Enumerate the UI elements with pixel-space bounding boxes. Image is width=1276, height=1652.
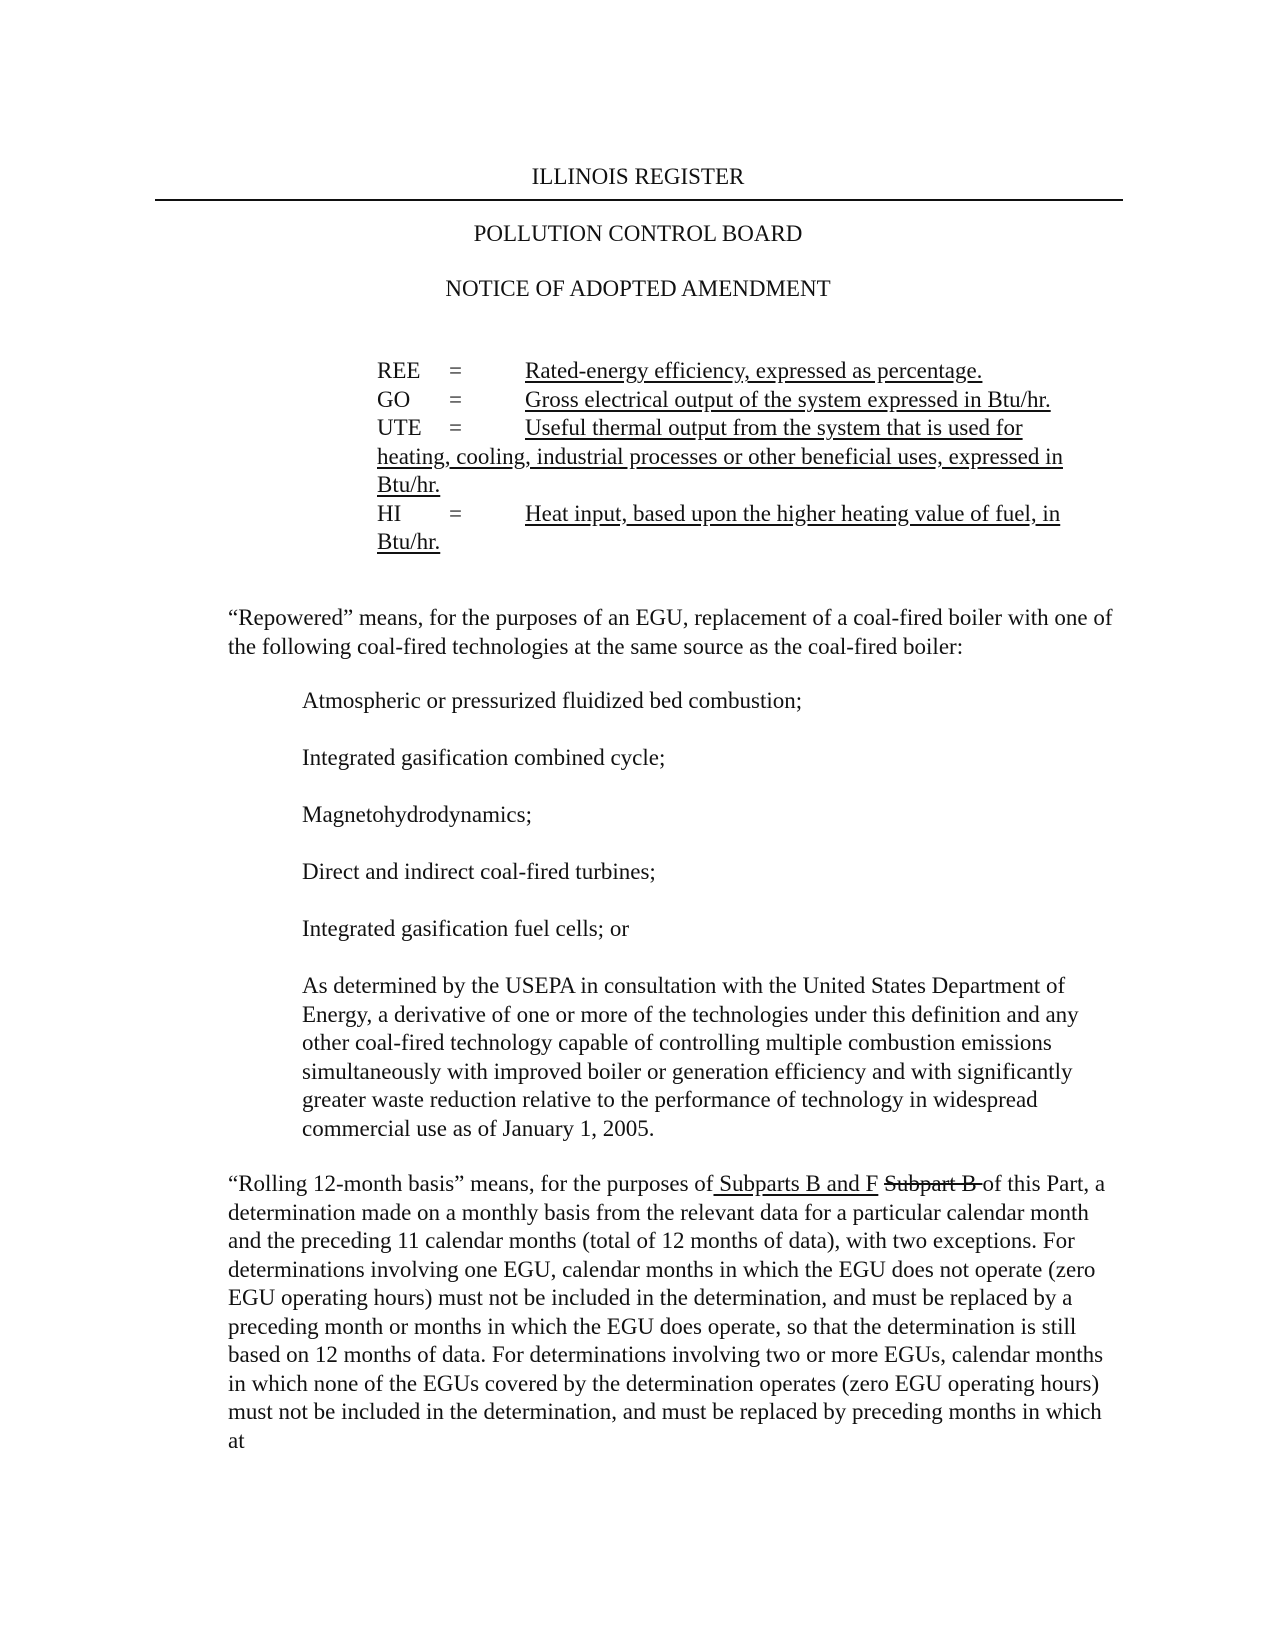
header-rule (155, 199, 1123, 201)
definition-text: Rated-energy efficiency, expressed as percentage. (525, 358, 983, 383)
repowered-item: Magnetohydrodynamics; (302, 802, 532, 827)
register-title: ILLINOIS REGISTER (531, 164, 745, 189)
repowered-item: Integrated gasification fuel cells; or (302, 916, 629, 941)
rolling-lead-text: “Rolling 12-month basis” means, for the purposes of (228, 1171, 714, 1196)
definitions-block (377, 357, 1132, 557)
definition-equals: = (449, 358, 462, 383)
definition-symbol: GO (377, 386, 411, 412)
repowered-paragraph: “Repowered” means, for the purposes of an EGU, replacement of a coal-fired boiler with one of the following coal-fired technologies at the same source as the coal-fired boiler: (228, 605, 1113, 659)
definition-go (377, 386, 1132, 415)
definition-equals: = (449, 415, 462, 440)
definition-ute-continuation: heating, cooling, industrial processes or other beneficial uses, expressed in Btu/hr. (377, 443, 1063, 497)
rolling-basis-paragraph (228, 1170, 1118, 1455)
repowered-item: As determined by the USEPA in consultation with the United States Department of Energy, a derivative of one or more of the technologies under this definition and any other coal-fired technology capable of controlling multiple combustion emissions simultaneously with improved boiler or generation efficiency and with significantly greater waste reduction relative to the performance of technology in widespread commercial use as of January 1, 2005. (302, 973, 1079, 1141)
definition-equals: = (449, 386, 462, 412)
definition-ute (377, 414, 1132, 443)
definition-symbol: REE (377, 358, 421, 383)
definition-ree (377, 357, 1132, 386)
definition-hi-continuation: Btu/hr. (377, 529, 441, 554)
repowered-item: Atmospheric or pressurized fluidized bed combustion; (302, 688, 803, 713)
definition-text: Useful thermal output from the system that is used for (525, 415, 1023, 440)
rolling-body-text: of this Part, a determination made on a monthly basis from the relevant data for a particular calendar month and the preceding 11 calendar months (total of 12 months of data), with two exceptions. For determinations involving one EGU, calendar months in which the EGU does not operate (zero EGU operating hours) must not be included in the determination, and must be replaced by a preceding month or months in which the EGU does operate, so that the determination is still based on 12 months of data. For determinations involving two or more EGUs, calendar months in which none of the EGUs covered by the determination operates (zero EGU operating hours) must not be included in the determination, and must be replaced by preceding months in which at (228, 1171, 1106, 1453)
repowered-item: Integrated gasification combined cycle; (302, 745, 666, 770)
definition-symbol: UTE (377, 415, 422, 440)
definition-text: Heat input, based upon the higher heating value of fuel, in (525, 500, 1061, 526)
definition-symbol: HI (377, 500, 402, 526)
board-title: POLLUTION CONTROL BOARD (473, 221, 803, 246)
repowered-item: Direct and indirect coal-fired turbines; (302, 859, 656, 884)
inserted-text: Subparts B and F (713, 1171, 879, 1196)
definition-equals: = (449, 500, 462, 526)
notice-title: NOTICE OF ADOPTED AMENDMENT (445, 276, 831, 301)
deleted-text: Subpart B (884, 1171, 983, 1196)
definition-text: Gross electrical output of the system expressed in Btu/hr. (525, 386, 1051, 412)
definition-hi (377, 500, 1132, 529)
